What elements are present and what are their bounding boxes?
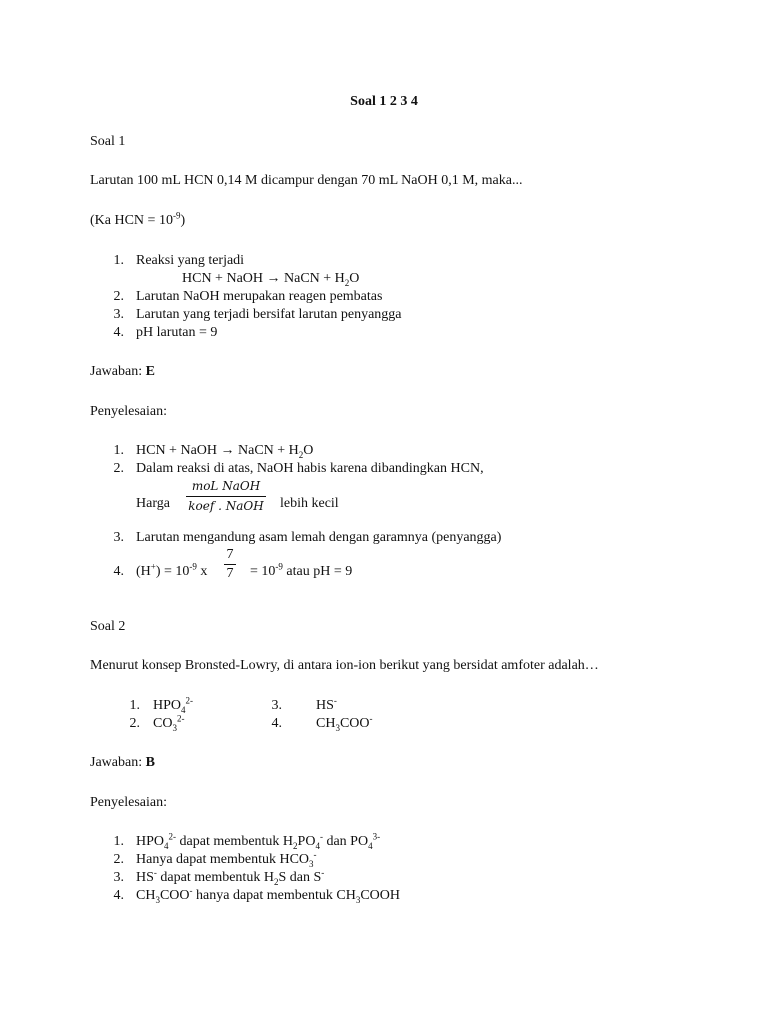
soal2-option-num: 3. [271,698,282,713]
soal2-sol-num: 1. [113,834,124,849]
page-title: Soal 1 2 3 4 [350,94,418,109]
soal1-ka: (Ka HCN = $10^{-9}$) [90,210,186,228]
soal1-reaction: HCN + NaOH → NaCN + $H_2O$ [182,271,360,288]
soal1-option-num: 1. [113,253,124,268]
seven-fraction [223,546,237,582]
harga-label: Harga [136,496,170,511]
soal2-sol-num: 3. [113,870,124,885]
soal1-sol-2: Dalam reaksi di atas, NaOH habis karena dibandingkan HCN, [136,461,484,476]
soal1-option-num: 3. [113,307,124,322]
mol-fraction [186,478,266,514]
lebih-kecil: lebih kecil [280,496,339,511]
soal1-option-2: Larutan NaOH merupakan reagen pembatas [136,289,383,304]
soal2-option-num: 2. [129,716,140,731]
soal2-sol-num: 4. [113,888,124,903]
fraction-numerator: 7 [226,547,234,562]
fraction-denominator: 7 [226,566,234,581]
soal1-option-4: pH larutan = 9 [136,325,218,340]
soal2-sol-4: $CH_3COO^-$ hanya dapat membentuk $CH_3COOH$ [136,885,400,905]
fraction-bar [186,496,266,497]
soal1-sol-4b: = $10^{-9}$ atau pH = 9 [250,561,353,579]
soal1-sol-4a: $(H^+) = 10^{-9}$ x [136,561,208,579]
soal2-option-1: $HPO_4^{2-}$ [153,695,194,715]
fraction-numerator: moL NaOH [191,479,261,493]
soal1-heading: Soal 1 [90,134,126,149]
soal1-option-3: Larutan yang terjadi bersifat larutan penyangga [136,307,402,322]
soal2-solution-label: Penyelesaian: [90,795,167,810]
soal1-option-num: 4. [113,325,124,340]
soal2-sol-3: HS- dapat membentuk $H_2S$ dan S- [136,867,325,887]
soal1-sol-num: 2. [113,461,124,476]
soal1-question: Larutan 100 mL HCN 0,14 M dicampur dengan 70 mL NaOH 0,1 M, maka... [90,173,523,188]
soal1-sol-num: 1. [113,443,124,458]
soal1-sol-num: 3. [113,530,124,545]
soal2-sol-num: 2. [113,852,124,867]
soal1-sol-1: HCN + NaOH → NaCN + $H_2O$ [136,443,314,460]
soal1-option-num: 2. [113,289,124,304]
fraction-denominator: koef . NaOH [188,499,264,513]
soal2-sol-2: Hanya dapat membentuk $HCO_3^-$ [136,849,317,869]
soal1-answer: Jawaban: E [90,364,155,379]
soal2-heading: Soal 2 [90,619,126,634]
soal2-answer: Jawaban: B [90,755,155,770]
soal2-sol-1: $HPO_4^{2-}$ dapat membentuk $H_2PO_4^-$ dan $PO_4^{3-}$ [136,831,381,851]
soal2-option-4: $CH_3COO^-$ [316,713,373,733]
soal1-sol-3: Larutan mengandung asam lemah dengan garamnya (penyangga) [136,530,502,545]
soal1-sol-num: 4. [113,564,124,579]
soal2-option-num: 4. [271,716,282,731]
soal2-option-num: 1. [129,698,140,713]
soal1-solution-label: Penyelesaian: [90,404,167,419]
soal2-question: Menurut konsep Bronsted-Lowry, di antara ion-ion berikut yang bersidat amfoter adalah… [90,658,599,673]
soal1-option-1: Reaksi yang terjadi [136,253,245,268]
soal2-option-3: HS- [316,695,337,713]
soal2-option-2: $CO_3^{2-}$ [153,713,185,733]
